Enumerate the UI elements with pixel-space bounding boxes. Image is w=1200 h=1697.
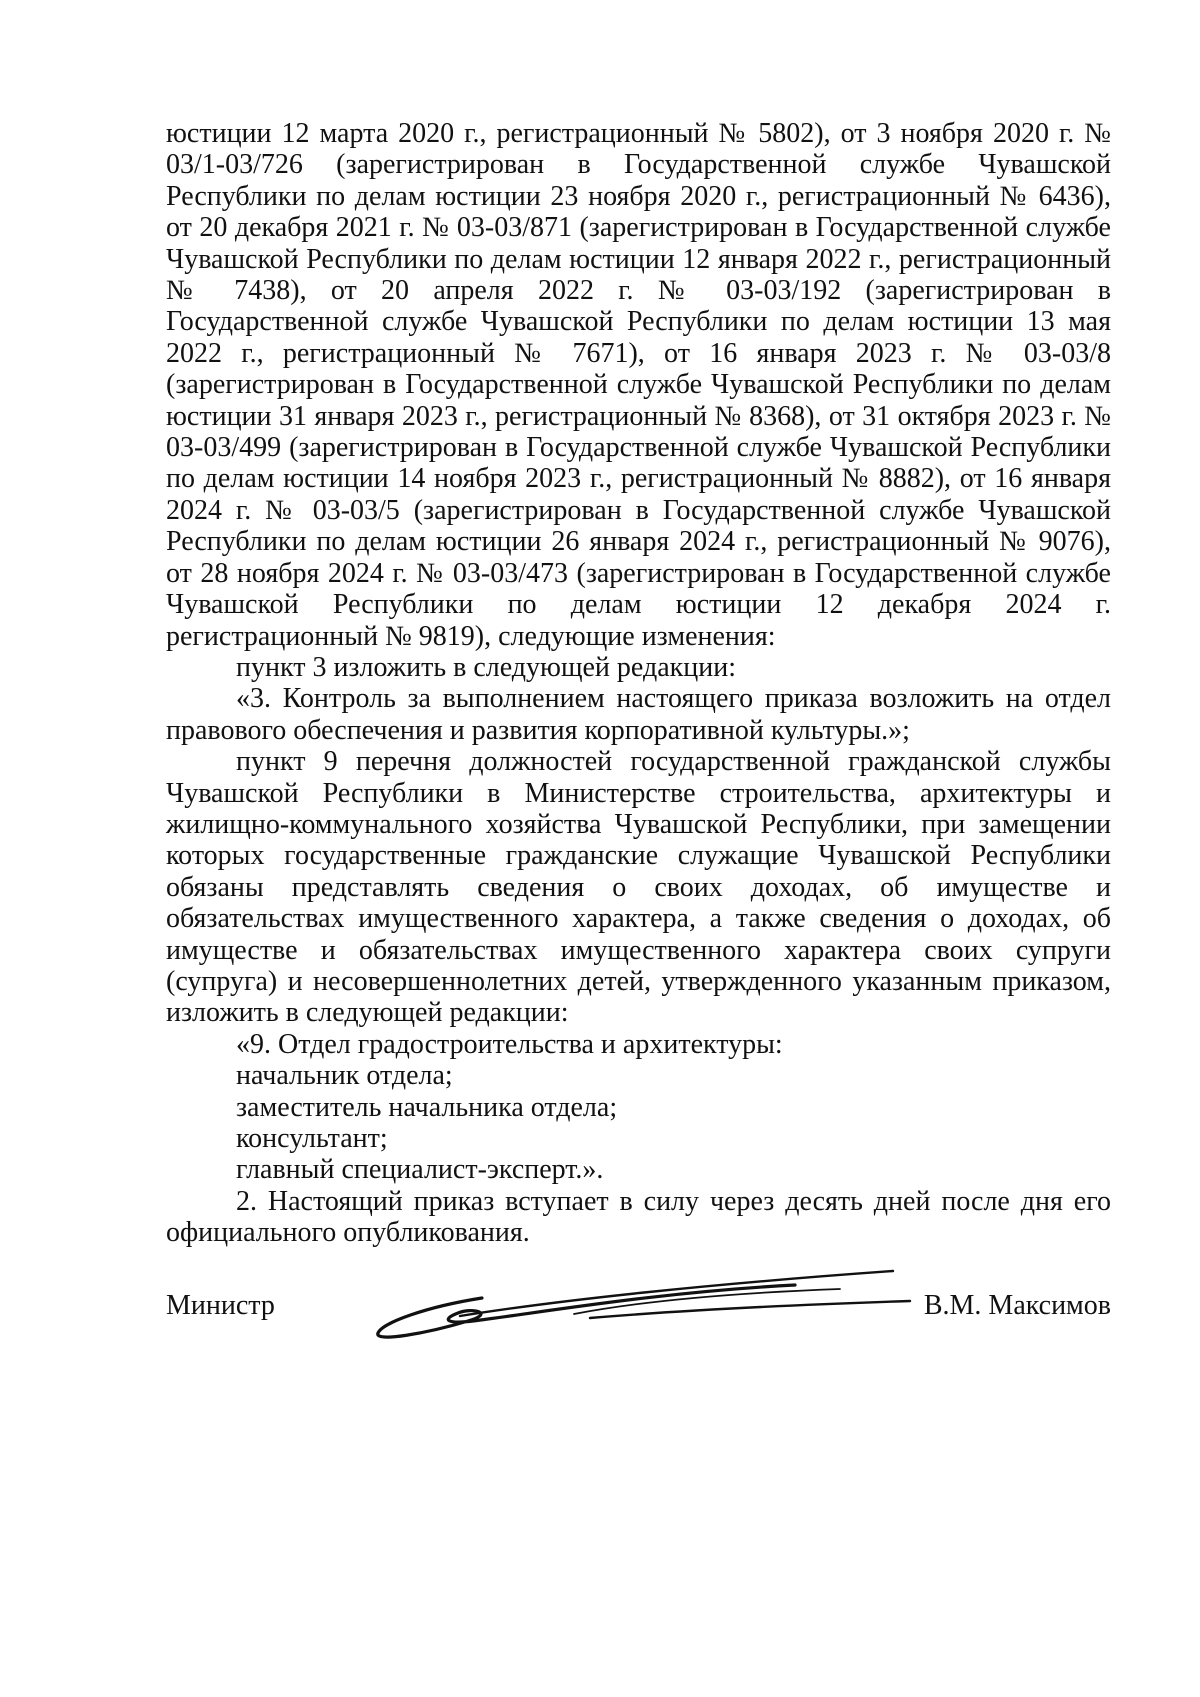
list-item-chief-specialist: главный специалист-эксперт.». [236, 1154, 604, 1186]
list-item-deputy-head: заместитель начальника отдела; [236, 1091, 618, 1123]
list-item-head: начальник отдела; [236, 1060, 453, 1092]
paragraph-point-9-intro: пункт 9 перечня должностей государственной гражданской службы Чувашской Республики в Министерстве строительства, архитектуры и жилищно-коммунального хозяйства Чувашской Республики, при замещении которых государственные гражданские служащие Чувашской Республики обязаны представлять сведения о своих доходах, об имуществе и обязательствах имущественного характера, а также сведения о доходах, об имуществе и обязательствах имущественного характера своих супруги (супруга) и несовершеннолетних детей, утвержденного указанным приказом, изложить в следующей редакции: [166, 746, 1111, 1029]
paragraph-point-3-text: «3. Контроль за выполнением настоящего приказа возложить на отдел правового обеспечения и развития корпоративной культуры.»; [166, 683, 1111, 746]
paragraph-point-3-intro: пункт 3 изложить в следующей редакции: [236, 651, 736, 683]
handwritten-signature-icon [370, 1255, 930, 1345]
paragraph-registration-history: юстиции 12 марта 2020 г., регистрационный № 5802), от 3 ноября 2020 г. № 03/1-03/726 (зарегистрирован в Государственной службе Чувашской Республики по делам юстиции 23 ноября 2020 г., регистрационный № 6436), от 20 декабря 2021 г. № 03-03/871 (зарегистрирован в Государственной службе Чувашской Республики по делам юстиции 12 января 2022 г., регистрационный № 7438), от 20 апреля 2022 г. № 03-03/192 (зарегистрирован в Государственной службе Чувашской Республики по делам юстиции 13 мая 2022 г., регистрационный № 7671), от 16 января 2023 г. № 03-03/8 (зарегистрирован в Государственной службе Чувашской Республики по делам юстиции 31 января 2023 г., регистрационный № 8368), от 31 октября 2023 г. № 03-03/499 (зарегистрирован в Государственной службе Чувашской Республики по делам юстиции 14 ноября 2023 г., регистрационный № 8882), от 16 января 2024 г. № 03-03/5 (зарегистрирован в Государственной службе Чувашской Республики по делам юстиции 26 января 2024 г., регистрационный № 9076), от 28 ноября 2024 г. № 03-03/473 (зарегистрирован в Государственной службе Чувашской Республики по делам юстиции 12 декабря 2024 г. регистрационный № 9819), следующие изменения: [166, 118, 1111, 652]
document-body [166, 118, 1111, 1249]
signatory-name: В.М. Максимов [923, 1290, 1111, 1321]
signatory-title: Министр [166, 1290, 275, 1321]
paragraph-effective-date: 2. Настоящий приказ вступает в силу через десять дней после дня его официального опубликования. [166, 1185, 1111, 1249]
list-item-department: «9. Отдел градостроительства и архитектуры: [236, 1028, 783, 1060]
list-item-consultant: консультант; [236, 1123, 388, 1154]
